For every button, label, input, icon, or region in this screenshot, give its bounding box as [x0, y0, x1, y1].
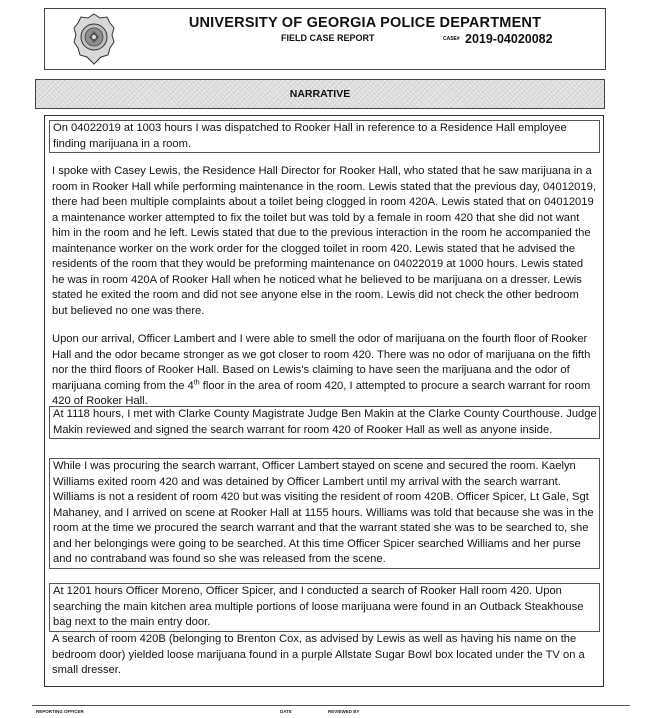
narrative-paragraph: On 04022019 at 1003 hours I was dispatched to Rooker Hall in reference to a Residence Hall employee finding marijuana in a room.: [49, 120, 600, 153]
narrative-section-header: [35, 79, 605, 109]
department-title: UNIVERSITY OF GEORGIA POLICE DEPARTMENT: [188, 15, 542, 31]
narrative-text: Upon our arrival, Officer Lambert and I were able to smell the odor of marijuana on the fourth floor of Rooker Hall and the odor became stronger as we got closer to room 420. There was no odor of marijuana on the fifth nor the third floors of Rooker Hall. Based on Lewis's claiming to have seen the marijuana and the odor of marijuana coming from the 4: [52, 333, 591, 392]
report-type: FIELD CASE REPORT: [281, 33, 375, 43]
reporting-officer-label: REPORTING OFFICER: [36, 709, 84, 714]
ordinal-suffix: th: [193, 378, 200, 386]
narrative-paragraph: A search of room 420B (belonging to Brenton Cox, as advised by Lewis as well as having his name on the bedroom door) yielded loose marijuana found in a purple Allstate Sugar Bowl box located under the TV on a small dresser.: [52, 633, 585, 676]
narrative-paragraph: [52, 332, 596, 410]
date-label: DATE: [280, 709, 292, 714]
narrative-text: floor in the area of room 420, I attempted to procure a search warrant for room 420 of Rooker Hall.: [52, 379, 591, 407]
report-header: [44, 8, 606, 70]
case-label: CASE#: [443, 36, 460, 42]
narrative-paragraph: At 1201 hours Officer Moreno, Officer Spicer, and I conducted a search of Rooker Hall room 420. Upon searching the main kitchen area multiple portions of loose marijuana were found in an Outback Steakhouse bag next to the main entry door.: [49, 583, 600, 632]
section-title: NARRATIVE: [289, 88, 351, 100]
reviewed-by-label: REVIEWED BY: [328, 709, 360, 714]
narrative-paragraph: While I was procuring the search warrant, Officer Lambert stayed on scene and secured the room. Kaelyn Williams exited room 420 and was detained by Officer Lambert until my arrival with the search warrant. Williams is not a resident of room 420 but was visiting the resident of room 420B. Officer Spicer, Lt Gale, Sgt Mahaney, and I arrived on scene at Rooker Hall at 1155 hours. Williams was told that because she was in the room at the time we procured the search warrant and that the warrant stated she was to be searched to, she and her belongings were going to be searched. At this time Officer Spicer searched Williams and her purse and no contraband was found so she was released from the scene.: [49, 458, 600, 569]
narrative-paragraph: At 1118 hours, I met with Clarke County Magistrate Judge Ben Makin at the Clarke County Courthouse. Judge Makin reviewed and signed the search warrant for room 420 of Rooker Hall as well as anyone inside.: [49, 406, 600, 439]
narrative-paragraph: I spoke with Casey Lewis, the Residence Hall Director for Rooker Hall, who stated that he saw marijuana in a room in Rooker Hall while performing maintenance in the room. Lewis stated that the previous day, 04012019, there had been multiple complaints about a toilet being clogged in room 420A. Lewis stated that on 04012019 a maintenance worker attempted to fix the toilet but was told by a female in room 420 that she did not want him in the room and he left. Lewis stated that due to the previous interaction in the room he accompanied the maintenance worker on the work order for the clogged toilet in room 420. Lewis stated that he advised the residents of the room that they would be preforming maintenance on 04022019 at 1000 hours. Lewis stated he was in room 420A of Rooker Hall when he noticed what he believed to be marijuana on a dresser. Lewis stated he exited the room and did not see anyone else in the room. Lewis did not check the other bedroom but believed no one was there.: [52, 165, 596, 317]
police-badge-icon: [73, 13, 115, 65]
footer-divider: [32, 705, 630, 706]
case-number: 2019-04020082: [465, 32, 553, 46]
